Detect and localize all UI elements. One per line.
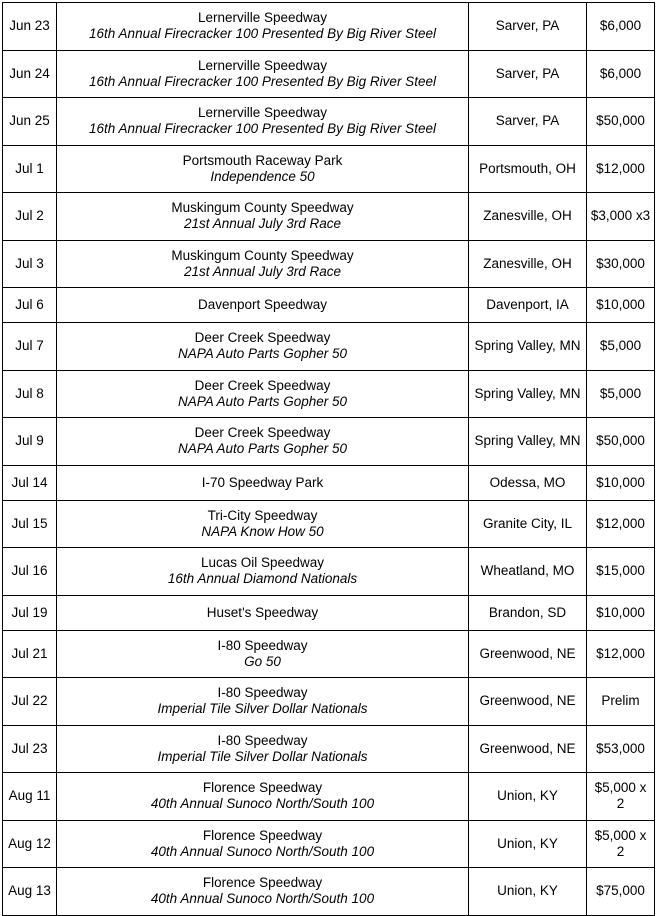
date-cell: Jul 2	[3, 193, 57, 241]
date-cell: Jul 6	[3, 288, 57, 323]
event-name: NAPA Auto Parts Gopher 50	[177, 441, 348, 457]
location-cell: Portsmouth, OH	[469, 145, 587, 193]
event-name: 21st Annual July 3rd Race	[183, 216, 342, 232]
location-cell: Granite City, IL	[469, 500, 587, 548]
event-name: NAPA Know How 50	[201, 523, 324, 539]
event-cell	[57, 418, 469, 466]
event-name: NAPA Auto Parts Gopher 50	[177, 346, 348, 362]
date-cell: Jul 9	[3, 418, 57, 466]
purse-cell: $50,000	[587, 418, 655, 466]
venue-name: Muskingum County Speedway	[171, 247, 354, 263]
location-cell: Davenport, IA	[469, 288, 587, 323]
event-cell	[57, 240, 469, 288]
event-cell	[57, 465, 469, 500]
event-cell	[57, 868, 469, 916]
purse-cell: $15,000	[587, 548, 655, 596]
venue-name: Deer Creek Speedway	[194, 377, 331, 393]
event-name: 40th Annual Sunoco North/South 100	[150, 843, 375, 859]
location-cell: Union, KY	[469, 820, 587, 868]
event-name: 16th Annual Firecracker 100 Presented By Big River Steel	[89, 73, 436, 89]
event-name: 16th Annual Diamond Nationals	[167, 571, 358, 587]
table-row	[3, 370, 655, 418]
venue-name: Deer Creek Speedway	[194, 425, 331, 441]
event-cell	[57, 193, 469, 241]
location-cell: Brandon, SD	[469, 595, 587, 630]
purse-cell: $10,000	[587, 465, 655, 500]
purse-cell: $53,000	[587, 725, 655, 773]
event-name: 21st Annual July 3rd Race	[183, 263, 342, 279]
location-cell: Zanesville, OH	[469, 240, 587, 288]
event-cell	[57, 725, 469, 773]
date-cell: Jul 14	[3, 465, 57, 500]
location-cell: Odessa, MO	[469, 465, 587, 500]
venue-name: Davenport Speedway	[197, 297, 328, 312]
purse-cell: $5,000	[587, 370, 655, 418]
purse-cell: $5,000 x 2	[587, 820, 655, 868]
table-row	[3, 630, 655, 678]
date-cell: Jul 23	[3, 725, 57, 773]
venue-name: Deer Creek Speedway	[194, 330, 331, 346]
venue-name: Florence Speedway	[202, 827, 323, 843]
table-row	[3, 323, 655, 371]
event-name: NAPA Auto Parts Gopher 50	[177, 393, 348, 409]
event-name: 40th Annual Sunoco North/South 100	[150, 891, 375, 907]
event-cell	[57, 323, 469, 371]
purse-cell: $30,000	[587, 240, 655, 288]
date-cell: Jul 7	[3, 323, 57, 371]
event-cell	[57, 500, 469, 548]
purse-cell: $10,000	[587, 288, 655, 323]
event-cell	[57, 3, 469, 51]
venue-name: Muskingum County Speedway	[171, 200, 354, 216]
venue-name: Portsmouth Raceway Park	[182, 152, 343, 168]
event-cell	[57, 595, 469, 630]
table-row	[3, 500, 655, 548]
date-cell: Jul 15	[3, 500, 57, 548]
table-row	[3, 465, 655, 500]
event-cell	[57, 548, 469, 596]
event-name: Imperial Tile Silver Dollar Nationals	[157, 748, 368, 764]
purse-cell: $6,000	[587, 3, 655, 51]
event-cell	[57, 145, 469, 193]
table-row	[3, 193, 655, 241]
table-row	[3, 725, 655, 773]
date-cell: Aug 12	[3, 820, 57, 868]
table-row	[3, 868, 655, 916]
venue-name: Huset's Speedway	[206, 604, 319, 620]
location-cell: Spring Valley, MN	[469, 323, 587, 371]
purse-cell: $6,000	[587, 50, 655, 98]
venue-name: I-80 Speedway	[217, 685, 308, 701]
purse-cell: $12,000	[587, 145, 655, 193]
location-cell: Greenwood, NE	[469, 678, 587, 726]
date-cell: Jul 22	[3, 678, 57, 726]
date-cell: Jul 3	[3, 240, 57, 288]
table-row	[3, 820, 655, 868]
location-cell: Zanesville, OH	[469, 193, 587, 241]
date-cell: Jun 23	[3, 3, 57, 51]
purse-cell: $12,000	[587, 500, 655, 548]
venue-name: I-80 Speedway	[217, 732, 308, 748]
table-row	[3, 50, 655, 98]
venue-name: I-70 Speedway Park	[201, 474, 324, 490]
event-cell	[57, 773, 469, 821]
location-cell: Spring Valley, MN	[469, 418, 587, 466]
event-cell	[57, 820, 469, 868]
date-cell: Jun 24	[3, 50, 57, 98]
venue-name: Lernerville Speedway	[197, 57, 328, 73]
event-cell	[57, 50, 469, 98]
event-name: Imperial Tile Silver Dollar Nationals	[157, 701, 368, 717]
event-name: Go 50	[244, 653, 281, 669]
purse-cell: $10,000	[587, 595, 655, 630]
event-cell	[57, 630, 469, 678]
purse-cell: $50,000	[587, 98, 655, 146]
location-cell: Sarver, PA	[469, 50, 587, 98]
purse-cell: $5,000	[587, 323, 655, 371]
location-cell: Wheatland, MO	[469, 548, 587, 596]
venue-name: Lernerville Speedway	[197, 10, 328, 26]
date-cell: Aug 13	[3, 868, 57, 916]
event-cell	[57, 678, 469, 726]
purse-cell: $5,000 x 2	[587, 773, 655, 821]
date-cell: Jul 16	[3, 548, 57, 596]
table-row	[3, 240, 655, 288]
event-name: Independence 50	[210, 168, 315, 184]
venue-name: I-80 Speedway	[217, 637, 308, 653]
event-cell	[57, 98, 469, 146]
date-cell: Jul 21	[3, 630, 57, 678]
purse-cell: $75,000	[587, 868, 655, 916]
date-cell: Jun 25	[3, 98, 57, 146]
location-cell: Greenwood, NE	[469, 725, 587, 773]
location-cell: Union, KY	[469, 868, 587, 916]
location-cell: Sarver, PA	[469, 98, 587, 146]
location-cell: Greenwood, NE	[469, 630, 587, 678]
event-name: 16th Annual Firecracker 100 Presented By Big River Steel	[89, 121, 436, 137]
date-cell: Jul 1	[3, 145, 57, 193]
table-row	[3, 288, 655, 323]
purse-cell: Prelim	[587, 678, 655, 726]
event-name: 40th Annual Sunoco North/South 100	[150, 796, 375, 812]
purse-cell: $12,000	[587, 630, 655, 678]
event-cell	[57, 288, 469, 323]
table-row	[3, 418, 655, 466]
event-cell	[57, 370, 469, 418]
location-cell: Union, KY	[469, 773, 587, 821]
date-cell: Jul 19	[3, 595, 57, 630]
location-cell: Sarver, PA	[469, 3, 587, 51]
table-row	[3, 145, 655, 193]
purse-cell: $3,000 x3	[587, 193, 655, 241]
event-name: 16th Annual Firecracker 100 Presented By Big River Steel	[89, 26, 436, 42]
date-cell: Aug 11	[3, 773, 57, 821]
table-row	[3, 678, 655, 726]
venue-name: Lernerville Speedway	[197, 105, 328, 121]
table-row	[3, 3, 655, 51]
table-row	[3, 773, 655, 821]
venue-name: Florence Speedway	[202, 780, 323, 796]
venue-name: Lucas Oil Speedway	[200, 555, 325, 571]
table-row	[3, 98, 655, 146]
race-schedule-table	[2, 2, 655, 916]
table-row	[3, 595, 655, 630]
table-row	[3, 548, 655, 596]
date-cell: Jul 8	[3, 370, 57, 418]
venue-name: Florence Speedway	[202, 875, 323, 891]
venue-name: Tri-City Speedway	[207, 507, 318, 523]
location-cell: Spring Valley, MN	[469, 370, 587, 418]
